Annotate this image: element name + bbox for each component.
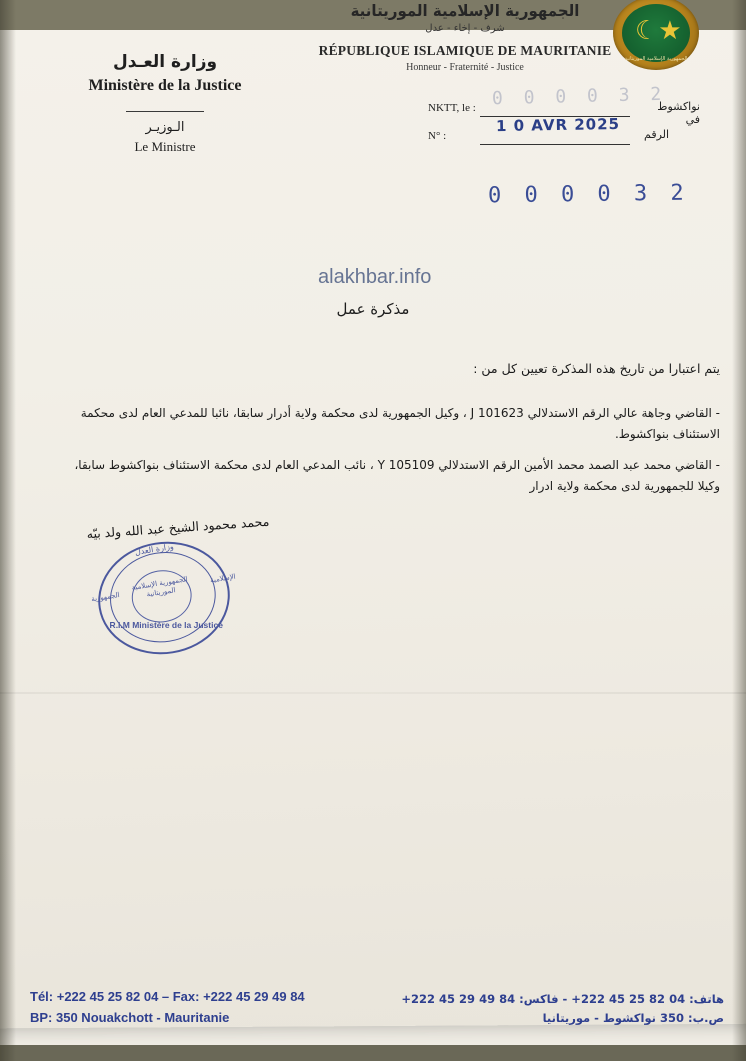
national-emblem-icon (613, 0, 701, 74)
appointment-item-2: - القاضي محمد عبد الصمد محمد الأمين الرقم الاستدلالي Y 105109 ، نائب المدعي العام لدى محكمة الاستئناف بنواكشوط سابقا، وكيلا للجمهورية لدى محكمة ولاية ادرار (74, 458, 720, 493)
date-stamp: 1 0 AVR 2025 (495, 114, 621, 136)
faint-number-imprint: 0 0 0 0 3 2 (491, 83, 667, 110)
number-underline (480, 144, 630, 145)
paper-crease (0, 692, 746, 694)
footer-contact-arabic (401, 990, 724, 1029)
divider (126, 111, 204, 112)
intro-paragraph: يتم اعتبارا من تاريخ هذه المذكرة تعيين كل من : (473, 361, 720, 376)
national-motto-arabic: شرف - إخاء - عدل (425, 23, 505, 34)
country-name-arabic: الجمهورية الإسلامية الموريتانية (350, 1, 580, 21)
date-label-french: NKTT, le : (428, 102, 476, 114)
footer-contact-french (30, 987, 305, 1029)
watermark-text: alakhbar.info (318, 266, 432, 288)
reference-block (400, 83, 700, 152)
footer-address-french: BP: 350 Nouakchott - Mauritanie (30, 1010, 230, 1026)
stamp-text-left-arabic: الجمهورية (90, 590, 121, 604)
minister-title-arabic: الـوزيـر (145, 120, 185, 135)
photo-background-bottom (0, 1045, 746, 1061)
number-label-arabic: الرقم (644, 128, 670, 141)
document-footer (0, 989, 746, 1047)
footer-phone-fax-french: Tél: +222 45 25 82 04 – Fax: +222 45 29 49 84 (30, 989, 305, 1005)
number-label-french: N° : (428, 130, 447, 142)
stamp-text-bottom-french: R.I.M Ministère de la Justice (109, 619, 223, 630)
official-round-stamp (90, 532, 238, 663)
document-header (300, 2, 630, 73)
ministry-name-arabic: وزارة العـدل (112, 52, 218, 72)
stamp-text-top-arabic: وزارة العدل (134, 541, 175, 557)
stamp-text-right-arabic: الإسلامية (209, 572, 237, 585)
crescent-star-icon: ☾★ (635, 16, 682, 46)
ministry-block (40, 52, 290, 155)
appointment-item-1: - القاضي وجاهة عالي الرقم الاستدلالي J 101623 ، وكيل الجمهورية لدى محكمة ولاية أدرار سابقا، نائبا للمدعي العام لدى محكمة الاستئناف بنواكشوط. (80, 406, 720, 441)
page-shadow-left (0, 0, 16, 1061)
footer-phone-fax-arabic: هاتف: 04 82 25 45 222+ - فاكس: 84 49 29 45 222+ (401, 991, 724, 1006)
minister-signature: محمد محمود الشيخ عبد الله ولد بيّه (86, 513, 270, 542)
ministry-name-french: Ministère de la Justice (88, 77, 242, 94)
paper-sheet (0, 1, 746, 1029)
document-title: مذكرة عمل (336, 300, 410, 318)
page-shadow-right (732, 0, 746, 1061)
date-label-arabic: نواكشوط في (657, 100, 700, 126)
registration-number-stamp: 0 0 0 0 3 2 (487, 180, 689, 209)
minister-title-french: Le Ministre (134, 139, 196, 154)
stamp-center-text: الجمهورية الإسلامية الموريتانية (128, 566, 195, 627)
footer-address-arabic: ص.ب: 350 نواكشوط - موريتانيا (542, 1011, 724, 1026)
national-motto-french: Honneur - Fraternité - Justice (406, 62, 524, 73)
country-name-french: RÉPUBLIQUE ISLAMIQUE DE MAURITANIE (318, 43, 612, 58)
number-row (400, 124, 700, 152)
emblem-caption: الجمهورية الإسلامية الموريتانية (624, 56, 688, 62)
